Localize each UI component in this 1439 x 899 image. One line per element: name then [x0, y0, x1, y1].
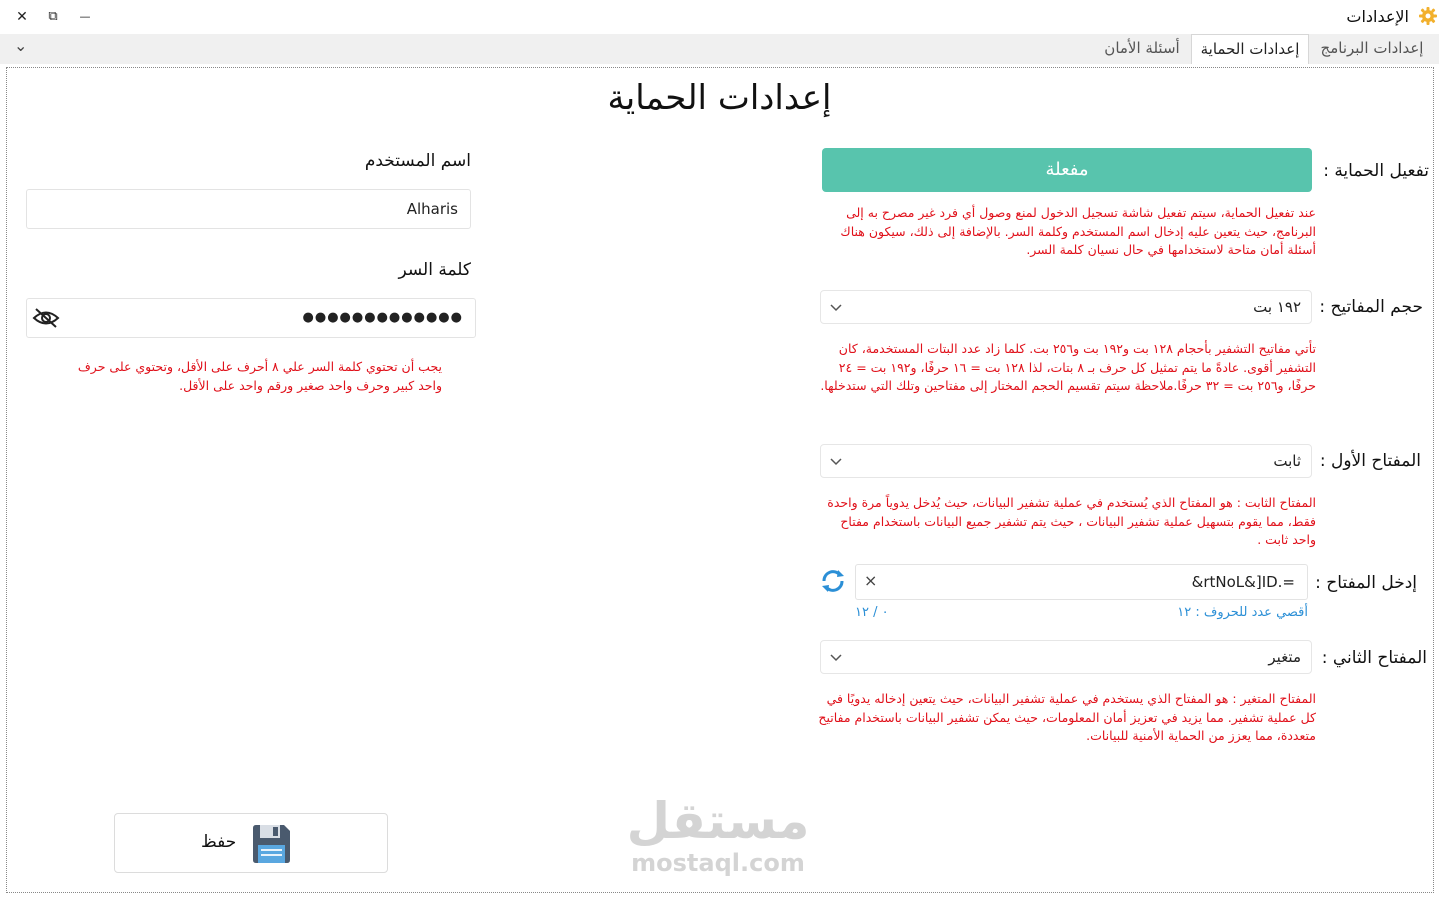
char-counter: ٠ / ١٢	[855, 605, 889, 620]
save-button[interactable]	[114, 813, 388, 873]
floppy-disk-icon	[250, 823, 292, 865]
first-key-label: المفتاح الأول :	[1319, 451, 1421, 471]
password-label: كلمة السر	[398, 260, 471, 280]
tab-strip	[0, 34, 1439, 64]
key-size-value: ١٩٢ بت	[1253, 298, 1301, 316]
second-key-value: متغير	[1268, 648, 1301, 666]
chevron-down-icon[interactable]: ⌄	[14, 36, 28, 55]
tab-program-settings[interactable]: إعدادات البرنامج	[1320, 39, 1424, 57]
protection-label: تفعيل الحماية :	[1323, 161, 1429, 181]
key-size-note: تأتي مفاتيح التشفير بأحجام ١٢٨ بت و١٩٢ بت و٢٥٦ بت. كلما زاد عدد البتات المستخدمة، كان التشفير أقوى. عادةً ما يتم تمثيل كل حرف بـ ٨ بتات، لذا ١٢٨ بت = ١٦ حرفًا، و١٩٢ بت = ٢٤ حرفًا، و٢٥٦ بت = ٣٢ حرفًا.ملاحظة سيتم تقسيم الحجم المختار إلى مفتاحين وتلك التي ستدخلها.	[820, 341, 1316, 393]
username-input[interactable]	[26, 189, 471, 229]
protection-toggle-label: مفعلة	[1045, 159, 1089, 180]
enter-key-label: إدخل المفتاح :	[1315, 573, 1417, 593]
watermark-arabic: مستقل	[626, 792, 810, 850]
window-title: الإعدادات	[1346, 7, 1409, 26]
close-icon[interactable]: ✕	[16, 9, 28, 25]
clear-icon[interactable]: ×	[864, 571, 878, 590]
settings-app-icon	[1417, 5, 1439, 27]
page-title: إعدادات الحماية	[607, 78, 832, 118]
tab-security-questions[interactable]: أسئلة الأمان	[1104, 39, 1180, 57]
password-value: ●●●●●●●●●●●●●	[302, 310, 463, 325]
chevron-down-icon	[827, 451, 845, 471]
title-bar	[0, 0, 1439, 34]
save-button-label: حفظ	[201, 832, 237, 852]
refresh-icon[interactable]	[818, 566, 848, 596]
restore-icon[interactable]: ⧉	[48, 9, 58, 24]
protection-note: عند تفعيل الحماية، سيتم تفعيل شاشة تسجيل الدخول لمنع وصول أي فرد غير مصرح به إلى البرنامج، حيث يتعين عليه إدخال اسم المستخدم وكلمة السر. بالإضافة إلى ذلك، سيكون هناك أسئلة أمان متاحة لاستخدامها في حال نسيان كلمة السر.	[840, 205, 1316, 257]
second-key-label: المفتاح الثاني :	[1321, 648, 1427, 668]
tab-protection-settings[interactable]: إعدادات الحماية	[1191, 34, 1309, 64]
chevron-down-icon	[827, 647, 845, 667]
key-size-label: حجم المفاتيح :	[1319, 297, 1423, 317]
username-value: Alharis	[406, 200, 458, 218]
second-key-select[interactable]	[820, 640, 1312, 674]
password-input[interactable]	[26, 298, 476, 338]
first-key-value: ثابت	[1273, 452, 1301, 470]
key-input-value: &rtNoL&]ID.=	[1191, 573, 1295, 591]
chevron-down-icon	[827, 297, 845, 317]
password-note: يجب أن تحتوي كلمة السر علي ٨ أحرف على الأقل، وتحتوي على حرف واحد كبير وحرف واحد صغير ورقم واحد على الأقل.	[77, 359, 442, 393]
key-input[interactable]	[855, 564, 1308, 600]
username-label: اسم المستخدم	[364, 151, 471, 171]
minimize-icon[interactable]: —	[79, 10, 91, 23]
first-key-note: المفتاح الثابت : هو المفتاح الذي يُستخدم في عملية تشفير البيانات، حيث يُدخل يدوياً مرة واحدة فقط، مما يقوم بتسهيل عملية تشفير البيانات ، حيث يتم تشفير جميع البيانات باستخدام مفتاح واحد ثابت .	[827, 495, 1316, 547]
protection-toggle-button[interactable]	[822, 148, 1312, 192]
first-key-select[interactable]	[820, 444, 1312, 478]
eye-off-icon[interactable]	[32, 307, 60, 329]
max-chars-hint: أقصي عدد للحروف : ١٢	[1177, 605, 1308, 620]
second-key-note: المفتاح المتغير : هو المفتاح الذي يستخدم في عملية تشفير البيانات، حيث يتعين إدخاله يدويًا في كل عملية تشفير. مما يزيد في تعزيز أمان المعلومات، حيث يمكن تشفير البيانات باستخدام مفاتيح متعددة، مما يعزز من الحماية الأمنية للبيانات.	[818, 691, 1316, 743]
key-size-select[interactable]	[820, 290, 1312, 324]
watermark-latin: mostaql.com	[631, 849, 805, 877]
